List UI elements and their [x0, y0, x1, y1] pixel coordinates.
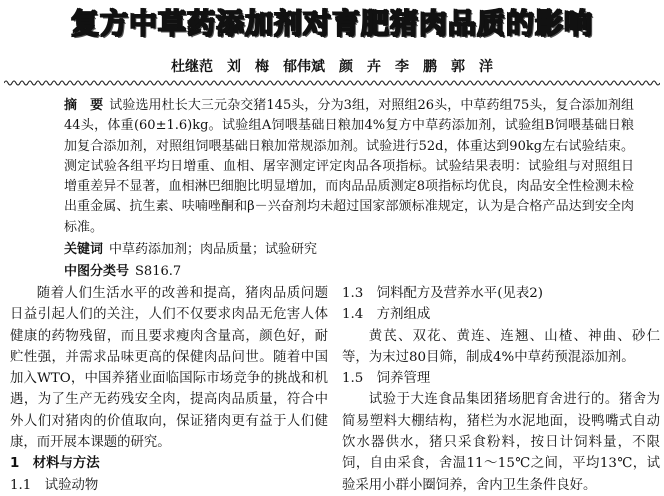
classification-code: S816.7 — [135, 264, 182, 279]
management-paragraph: 试验于大连食品集团猪场肥育舍进行的。猪舍为简易塑料大棚结构，猪栏为水泥地面，设鸭嘴式自动饮水器供水，猪只采食粉料，按日计饲料量，不限饲，自由采食，舍温11～15℃之间，平均13℃，试验采用小群小圈饲养，舍内卫生条件良好。 — [342, 392, 660, 493]
decorative-wave-divider — [4, 78, 660, 88]
prescription-paragraph: 黄芪、双花、黄连、连翘、山楂、神曲、砂仁等，为末过80目筛，制成4%中草药预混添加剂。 — [342, 328, 660, 365]
paper-title: 复方中草药添加剂对育肥猪肉品质的影响 — [70, 7, 593, 40]
subsection-heading-feed-formula: 1.3 饲料配方及营养水平(见表2) — [342, 286, 543, 301]
abstract-label: 摘 要 — [64, 98, 104, 113]
left-column — [10, 283, 328, 496]
intro-paragraph: 随着人们生活水平的改善和提高，猪肉品质问题日益引起人们的关注，人们不仅要求肉品无危害人体健康的药物残留，而且要求瘦肉含量高，颜色好，耐贮性强，并需求品味更高的保健肉品问世。随着中国加入WTO，中国养猪业面临国际市场竞争的挑战和机遇，为了生产无药残安全肉，提高肉品质量，符合中外人们对猪肉的价值取向，保证猪肉更有益于人们健康，而开展本课题的研究。 — [10, 286, 328, 451]
section-heading-materials-methods: 1 材料与方法 — [10, 456, 100, 472]
subsection-heading-animals: 1.1 试验动物 — [10, 477, 99, 493]
subsection-heading-management: 1.5 饲养管理 — [342, 371, 431, 387]
keywords-label: 关键词 — [64, 242, 104, 257]
keywords-text: 中草药添加剂；肉品质量；试验研究 — [109, 242, 318, 257]
abstract-text: 试验选用杜长大三元杂交猪145头，分为3组，对照组26头，中草药组75头，复合添加剂组44头，体重(60±1.6)kg。试验组A饲喂基础日粮加4%复方中草药添加剂，试验组B饲喂基础日粮加复合添加剂，对照组饲喂基础日粮加常规添加剂。试验进行52d，体重达到90kg左右试验结束。测定试验各组平均日增重、血相、屠宰测定评定肉品各项指标。试验结果表明：试验组与对照组日增重差异不显著，血相淋巴细胞比明显增加，而肉品品质测定8项指标均优良，肉品安全性检测未检出重金属、抗生素、呋喃唑酮和β－兴奋剂均未超过国家部颁标准规定，认为是合格产品达到安全肉标准。 — [64, 98, 634, 235]
classification-line — [64, 260, 181, 279]
abstract-block — [64, 96, 634, 238]
classification-label: 中图分类号 — [64, 264, 130, 279]
subsection-heading-prescription: 1.4 方剂组成 — [342, 307, 431, 323]
author-list: 杜继范 刘 梅 郁伟斌 颜 卉 李 鹏 郭 洋 — [171, 59, 493, 75]
right-column — [342, 283, 660, 496]
keywords-line — [64, 238, 317, 257]
